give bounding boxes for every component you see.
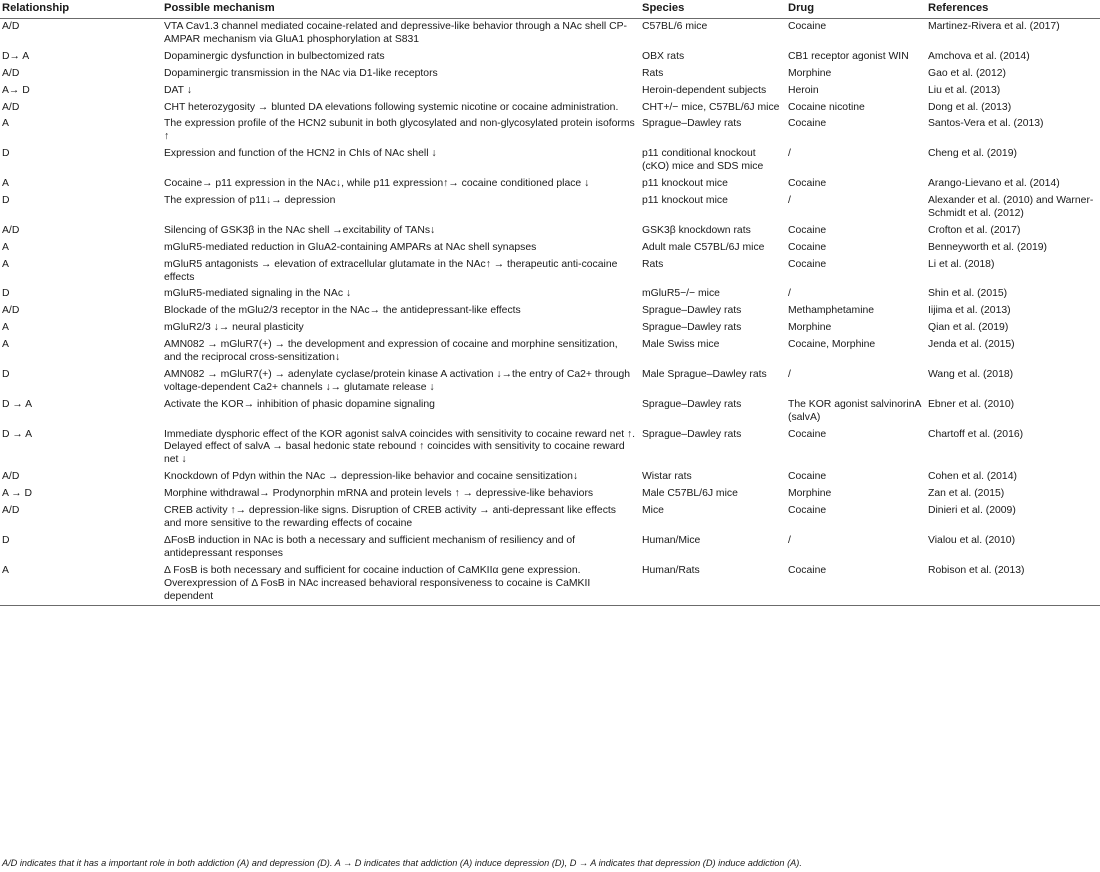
cell-relationship: D	[2, 288, 10, 300]
cell-reference: Amchova et al. (2014)	[928, 50, 1030, 62]
cell-relationship: A/D	[2, 67, 20, 79]
table-row	[0, 83, 1100, 100]
cell-relationship: D	[2, 368, 10, 380]
table-row	[0, 286, 1100, 303]
cell-mechanism: mGluR5 antagonists → elevation of extracellular glutamate in the NAc↑ → therapeutic anti-cocaine effects	[164, 258, 618, 283]
cell-mechanism: AMN082 → mGluR7(+) → adenylate cyclase/protein kinase A activation ↓→the entry of Ca2+ through voltage-dependent Ca2+ channels ↓→ glutamate release ↓	[164, 368, 631, 393]
cell-mechanism: Δ FosB is both necessary and sufficient for cocaine induction of CaMKIIα gene expression. Overexpression of Δ FosB in NAc increased behavioral responsiveness to cocaine is CaMKII dependent	[162, 563, 640, 606]
cell-drug: /	[788, 534, 791, 546]
table-row	[0, 19, 1100, 49]
cell-species: p11 knockout mice	[642, 178, 728, 190]
cell-drug: /	[788, 148, 791, 160]
cell-reference: Martinez-Rivera et al. (2017)	[928, 21, 1060, 32]
cell-relationship: A/D	[2, 305, 20, 317]
cell-drug: Cocaine	[788, 178, 827, 190]
cell-drug: /	[788, 288, 791, 300]
cell-species: Wistar rats	[642, 471, 692, 483]
cell-mechanism: The expression profile of the HCN2 subunit in both glycosylated and non-glycosylated protein isoforms ↑	[164, 118, 635, 143]
cell-drug: Cocaine	[788, 471, 827, 483]
cell-reference: Liu et al. (2013)	[928, 84, 1001, 96]
cell-mechanism: Expression and function of the HCN2 in ChIs of NAc shell ↓	[164, 148, 437, 160]
cell-species: OBX rats	[642, 50, 685, 62]
cell-reference: Qian et al. (2019)	[928, 322, 1009, 334]
cell-drug: Cocaine	[788, 224, 827, 236]
table-row	[0, 320, 1100, 337]
cell-reference: Robison et al. (2013)	[926, 563, 1100, 606]
cell-drug: Morphine	[788, 67, 832, 79]
table-body	[0, 19, 1100, 606]
cell-reference: Jenda et al. (2015)	[928, 339, 1015, 351]
cell-drug: Cocaine	[788, 21, 827, 32]
cell-mechanism: ΔFosB induction in NAc is both a necessary and sufficient mechanism of resiliency and of antidepressant responses	[164, 534, 576, 559]
cell-mechanism: Morphine withdrawal→ Prodynorphin mRNA and protein levels ↑ → depressive-like behaviors	[164, 488, 594, 500]
cell-reference: Wang et al. (2018)	[928, 368, 1014, 380]
cell-reference: Alexander et al. (2010) and Warner-Schmidt et al. (2012)	[928, 194, 1094, 219]
cell-drug: /	[788, 194, 791, 206]
cell-drug: Cocaine	[788, 258, 827, 270]
cell-species: C57BL/6 mice	[642, 21, 708, 32]
table-row	[0, 193, 1100, 223]
cell-drug: Morphine	[788, 322, 832, 334]
cell-relationship: A	[2, 322, 9, 334]
cell-species: Rats	[642, 67, 664, 79]
cell-reference: Cohen et al. (2014)	[928, 471, 1017, 483]
cell-mechanism: Cocaine→ p11 expression in the NAc↓, while p11 expression↑→ cocaine conditioned place ↓	[164, 178, 590, 190]
cell-species: Rats	[642, 258, 664, 270]
cell-species: Sprague–Dawley rats	[642, 305, 742, 317]
cell-relationship: A	[2, 241, 9, 253]
cell-drug: Cocaine nicotine	[788, 101, 865, 113]
cell-reference: Ebner et al. (2010)	[928, 398, 1015, 410]
cell-drug: Cocaine, Morphine	[788, 339, 876, 351]
table-row	[0, 223, 1100, 240]
table-row	[0, 303, 1100, 320]
cell-relationship: A → D	[2, 488, 33, 500]
cell-species: Adult male C57BL/6J mice	[642, 241, 765, 253]
table-row	[0, 486, 1100, 503]
table-row	[0, 100, 1100, 117]
cell-relationship: D → A	[2, 398, 33, 410]
table-row	[0, 66, 1100, 83]
header-mechanism: Possible mechanism	[162, 0, 640, 19]
cell-relationship: D	[2, 194, 10, 206]
table-row	[0, 116, 1100, 146]
cell-mechanism: The expression of p11↓→ depression	[164, 194, 336, 206]
header-references: References	[926, 0, 1100, 19]
header-species: Species	[640, 0, 786, 19]
cell-mechanism: CHT heterozygosity → blunted DA elevations following systemic nicotine or cocaine administration.	[164, 101, 619, 113]
cell-reference: Arango-Lievano et al. (2014)	[928, 178, 1060, 190]
cell-mechanism: Dopaminergic transmission in the NAc via D1-like receptors	[164, 67, 438, 79]
table-row	[0, 503, 1100, 533]
cell-drug: Cocaine	[788, 505, 827, 517]
cell-reference: Dinieri et al. (2009)	[928, 505, 1016, 517]
cell-species: Sprague–Dawley rats	[642, 428, 742, 440]
cell-relationship: A	[2, 118, 9, 130]
cell-relationship: A/D	[2, 101, 20, 113]
table-row	[0, 176, 1100, 193]
cell-species: Male C57BL/6J mice	[642, 488, 738, 500]
cell-species: Heroin-dependent subjects	[642, 84, 767, 96]
cell-reference: Chartoff et al. (2016)	[928, 428, 1024, 440]
cell-species: Human/Mice	[642, 534, 701, 546]
table-row	[0, 397, 1100, 427]
cell-reference: Li et al. (2018)	[928, 258, 995, 270]
cell-species: GSK3β knockdown rats	[642, 224, 751, 236]
cell-mechanism: Knockdown of Pdyn within the NAc → depression-like behavior and cocaine sensitization↓	[164, 471, 579, 483]
cell-mechanism: CREB activity ↑→ depression-like signs. Disruption of CREB activity → anti-depressant like effects and more sensitive to the rewarding effects of cocaine	[164, 505, 616, 529]
cell-species: Sprague–Dawley rats	[642, 118, 742, 130]
cell-species: CHT+/− mice, C57BL/6J mice	[642, 101, 780, 113]
cell-mechanism: mGluR2/3 ↓→ neural plasticity	[164, 322, 304, 334]
cell-relationship: D → A	[2, 428, 33, 440]
cell-drug: CB1 receptor agonist WIN	[788, 50, 909, 62]
cell-reference: Benneyworth et al. (2019)	[928, 241, 1047, 253]
cell-species: Sprague–Dawley rats	[642, 322, 742, 334]
cell-reference: Cheng et al. (2019)	[928, 148, 1017, 160]
table-row	[0, 427, 1100, 470]
cell-mechanism: mGluR5-mediated signaling in the NAc ↓	[164, 288, 352, 300]
cell-mechanism: mGluR5-mediated reduction in GluA2-containing AMPARs at NAc shell synapses	[164, 241, 537, 253]
cell-species: Mice	[642, 505, 664, 517]
cell-relationship: D→ A	[2, 50, 30, 62]
cell-relationship: A/D	[2, 224, 20, 236]
cell-drug: The KOR agonist salvinorinA (salvA)	[788, 398, 921, 423]
cell-reference: Santos-Vera et al. (2013)	[928, 118, 1044, 130]
cell-reference: Shin et al. (2015)	[928, 288, 1008, 300]
header-relationship: Relationship	[0, 0, 162, 19]
cell-mechanism: AMN082 → mGluR7(+) → the development and expression of cocaine and morphine sensitization, and the reciprocal cross-sensitization↓	[164, 339, 618, 364]
cell-reference: Zan et al. (2015)	[928, 488, 1005, 500]
table-row	[0, 49, 1100, 66]
table-row	[0, 469, 1100, 486]
table-header-row	[0, 0, 1100, 19]
cell-mechanism: Activate the KOR→ inhibition of phasic dopamine signaling	[164, 398, 435, 410]
cell-relationship: A	[2, 339, 9, 351]
cell-drug: Morphine	[788, 488, 832, 500]
cell-drug: Heroin	[788, 84, 819, 96]
cell-species: Human/Rats	[640, 563, 786, 606]
table-row	[0, 337, 1100, 367]
cell-reference: Dong et al. (2013)	[928, 101, 1012, 113]
cell-reference: Crofton et al. (2017)	[928, 224, 1021, 236]
cell-drug: Cocaine	[788, 241, 827, 253]
cell-species: p11 conditional knockout (cKO) mice and SDS mice	[642, 148, 764, 173]
cell-relationship: A→ D	[2, 84, 30, 96]
cell-drug: Cocaine	[788, 118, 827, 130]
cell-drug: Methamphetamine	[788, 305, 875, 317]
table-row	[0, 146, 1100, 176]
cell-mechanism: Immediate dysphoric effect of the KOR agonist salvA coincides with sensitivity to cocaine reward net ↑. Delayed effect of salvA → basal hedonic state rebound ↑ coincides with sensitivity to cocaine reward net ↓	[164, 428, 636, 466]
cell-reference: Vialou et al. (2010)	[928, 534, 1016, 546]
cell-mechanism: Dopaminergic dysfunction in bulbectomized rats	[164, 50, 385, 62]
cell-relationship: A/D	[2, 505, 20, 517]
cell-relationship: D	[2, 534, 10, 546]
table-row	[0, 533, 1100, 563]
cell-species: Male Sprague–Dawley rats	[642, 368, 767, 380]
cell-relationship: A/D	[2, 21, 20, 32]
cell-drug: Cocaine	[786, 563, 926, 606]
table-footnote: A/D indicates that it has a important role in both addiction (A) and depression (D). A → D indicates that addiction (A) induce depression (D), D → A indicates that depression (D) induce addiction (A).	[2, 858, 802, 868]
cell-mechanism: Blockade of the mGlu2/3 receptor in the NAc→ the antidepressant-like effects	[164, 305, 521, 317]
cell-mechanism: VTA Cav1.3 channel mediated cocaine-related and depressive-like behavior through a NAc shell CP-AMPAR mechanism via GluA1 phosphorylation at S831	[164, 21, 628, 45]
cell-species: mGluR5−/− mice	[642, 288, 720, 300]
cell-species: p11 knockout mice	[642, 194, 728, 206]
cell-relationship: A	[0, 563, 162, 606]
cell-species: Male Swiss mice	[642, 339, 720, 351]
table-row	[0, 563, 1100, 606]
cell-drug: Cocaine	[788, 428, 827, 440]
cell-relationship: A	[2, 178, 9, 190]
cell-mechanism: DAT ↓	[164, 84, 192, 96]
cell-reference: Iijima et al. (2013)	[928, 305, 1011, 317]
cell-relationship: A	[2, 258, 9, 270]
cell-relationship: A/D	[2, 471, 20, 483]
table-row	[0, 367, 1100, 397]
cell-relationship: D	[2, 148, 10, 160]
cell-mechanism: Silencing of GSK3β in the NAc shell →excitability of TANs↓	[164, 224, 436, 236]
table-row	[0, 257, 1100, 287]
table-row	[0, 240, 1100, 257]
header-drug: Drug	[786, 0, 926, 19]
cell-species: Sprague–Dawley rats	[642, 398, 742, 410]
cell-reference: Gao et al. (2012)	[928, 67, 1006, 79]
cell-drug: /	[788, 368, 791, 380]
